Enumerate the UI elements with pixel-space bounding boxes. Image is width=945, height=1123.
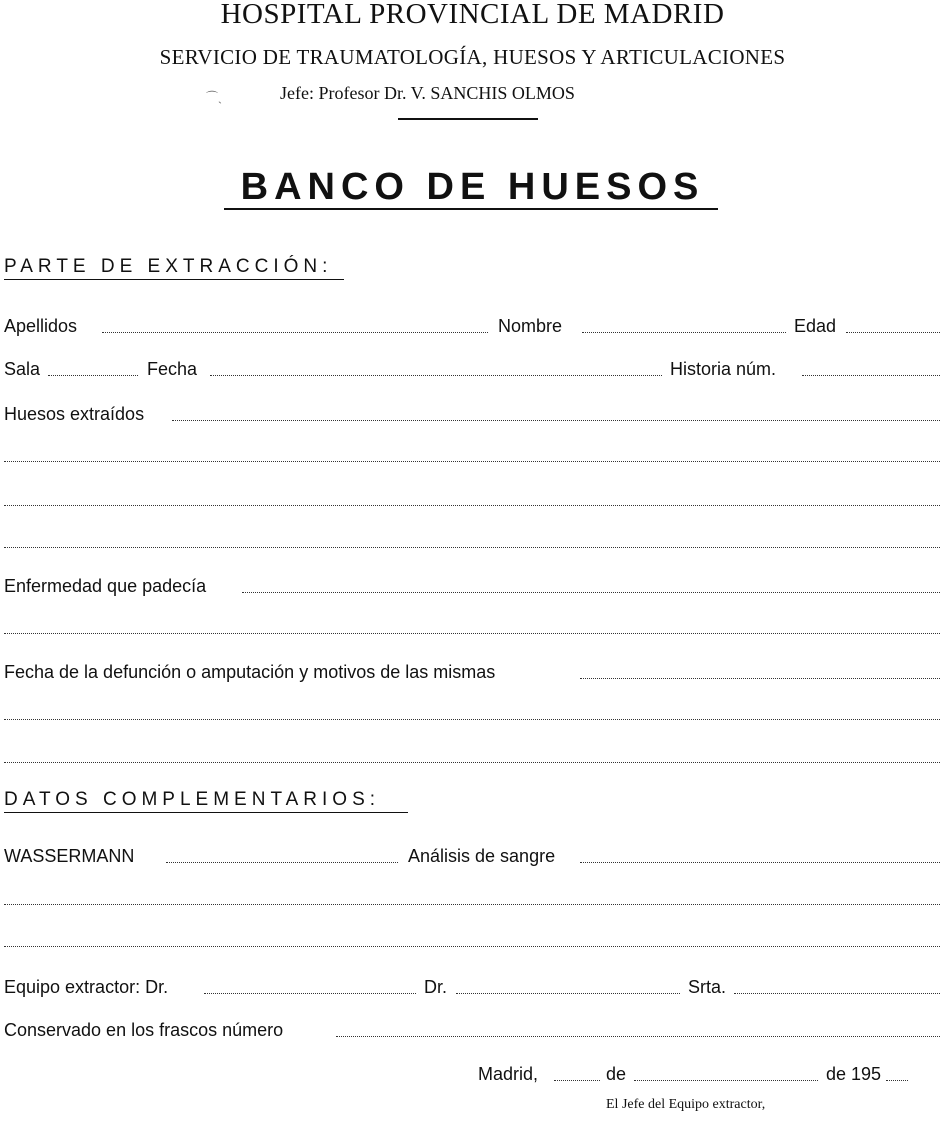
field-conservado[interactable] [336,1036,940,1037]
field-enfermedad-line-2[interactable] [4,633,940,634]
field-huesos[interactable] [172,420,940,421]
section-heading-complementary: DATOS COMPLEMENTARIOS: [4,789,381,810]
signature-label: El Jefe del Equipo extractor, [606,1097,766,1112]
section-underline-complementary [4,812,408,813]
field-analisis[interactable] [580,862,940,863]
field-equipo-dr-2[interactable] [456,993,680,994]
field-historia[interactable] [802,375,940,376]
section-underline-extraction [4,279,344,280]
field-defuncion-line-2[interactable] [4,719,940,720]
field-huesos-line-2[interactable] [4,461,940,462]
label-wassermann: WASSERMANN [4,846,135,866]
label-fecha: Fecha [147,359,198,379]
field-wassermann[interactable] [166,862,398,863]
label-analisis: Análisis de sangre [408,846,556,866]
field-enfermedad[interactable] [242,592,940,593]
field-equipo-dr-1[interactable] [204,993,416,994]
field-fecha[interactable] [210,375,662,376]
label-apellidos: Apellidos [4,316,78,336]
label-enfermedad: Enfermedad que padecía [4,576,207,596]
label-defuncion: Fecha de la defunción o amputación y motivos de las mismas [4,662,496,682]
label-madrid: Madrid, [478,1064,539,1084]
hospital-name: HOSPITAL PROVINCIAL DE MADRID [220,0,725,30]
label-conservado: Conservado en los frascos número [4,1020,284,1040]
form-title: BANCO DE HUESOS [240,166,705,208]
field-month[interactable] [634,1080,818,1081]
department-chief: Jefe: Profesor Dr. V. SANCHIS OLMOS [280,83,575,103]
label-de-1: de [606,1064,627,1084]
field-edad[interactable] [846,332,940,333]
label-equipo: Equipo extractor: Dr. [4,977,169,997]
label-historia: Historia núm. [670,359,777,379]
section-heading-extraction: PARTE DE EXTRACCIÓN: [4,256,333,277]
field-huesos-line-4[interactable] [4,547,940,548]
label-nombre: Nombre [498,316,563,336]
field-sala[interactable] [48,375,138,376]
field-nombre[interactable] [582,332,786,333]
label-dr-2: Dr. [424,977,448,997]
label-srta: Srta. [688,977,727,997]
field-equipo-srta[interactable] [734,993,940,994]
field-defuncion-line-3[interactable] [4,762,940,763]
field-analisis-line-3[interactable] [4,946,940,947]
label-huesos: Huesos extraídos [4,404,145,424]
header-divider [398,118,538,120]
label-sala: Sala [4,359,41,379]
label-edad: Edad [794,316,837,336]
field-huesos-line-3[interactable] [4,505,940,506]
service-name: SERVICIO DE TRAUMATOLOGÍA, HUESOS Y ARTICULACIONES [159,45,786,69]
field-year[interactable] [886,1080,908,1081]
field-defuncion[interactable] [580,678,940,679]
field-analisis-line-2[interactable] [4,904,940,905]
ink-mark-icon: ⌒ˎ [206,90,222,104]
field-day[interactable] [554,1080,600,1081]
field-apellidos[interactable] [102,332,488,333]
title-underline [224,208,718,210]
label-de-2: de 195 [826,1064,882,1084]
